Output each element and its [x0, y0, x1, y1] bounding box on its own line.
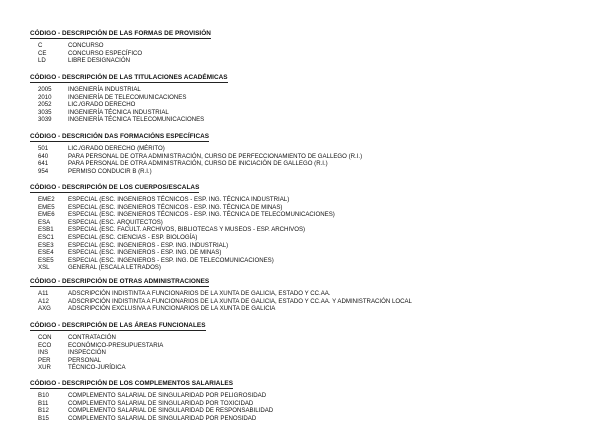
item-code: CON [38, 334, 52, 341]
list-item [30, 168, 610, 176]
item-code: CE [38, 49, 47, 57]
item-description: LIBRE DESIGNACIÓN [68, 57, 130, 65]
item-code: XUR [38, 364, 51, 372]
item-code: 2052 [38, 101, 52, 109]
item-description: CONCURSO [68, 42, 104, 49]
list-item [30, 392, 610, 400]
item-code: INS [38, 349, 49, 357]
item-code: 3035 [38, 108, 52, 116]
item-description: INGENIERÍA TÉCNICA INDUSTRIAL [68, 108, 169, 116]
item-code: 640 [38, 152, 49, 160]
item-description: COMPLEMENTO SALARIAL DE SINGULARIDAD DE RESPONSABILIDAD [68, 407, 274, 415]
list-item [30, 242, 610, 250]
item-description: CONTRATACIÓN [68, 334, 116, 341]
item-code: LD [38, 57, 46, 65]
section-heading: CÓDIGO - DESCRIPCIÓN DE LOS COMPLEMENTOS SALARIALES [30, 380, 234, 387]
item-code: EME5 [38, 203, 55, 211]
list-item [30, 234, 610, 242]
item-description: ECONÓMICO-PRESUPUESTARIA [68, 341, 164, 349]
list-item [30, 116, 610, 124]
list-item [30, 400, 610, 408]
item-description: ESPECIAL (ESC. ARQUITECTOS) [68, 218, 163, 226]
item-description: ESPECIAL (ESC. FACULT. ARCHIVOS, BIBLIOTECAS Y MUSEOS - ESP. ARCHIVOS) [68, 226, 306, 234]
section-formaciones [30, 125, 610, 175]
list-item [30, 290, 610, 298]
item-code: 2010 [38, 93, 52, 101]
list-item [30, 334, 610, 342]
list-item [30, 415, 610, 423]
item-description: PERSONAL [68, 356, 102, 364]
list-item [30, 349, 610, 357]
item-code: 641 [38, 160, 49, 168]
item-description: INSPECCIÓN [68, 349, 106, 357]
item-code: 3039 [38, 116, 52, 124]
code-list [30, 42, 610, 65]
item-code: ECO [38, 341, 52, 349]
item-code: EME6 [38, 211, 55, 219]
item-code: B11 [38, 399, 49, 407]
item-code: C [38, 42, 43, 49]
section-areas-funcionales [30, 314, 610, 372]
list-item [30, 42, 610, 50]
item-code: PER [38, 356, 51, 364]
item-description: INGENIERÍA DE TELECOMUNICACIONES [68, 93, 187, 101]
code-list [30, 392, 610, 422]
code-list [30, 334, 610, 372]
list-item [30, 305, 610, 313]
item-description: COMPLEMENTO SALARIAL DE SINGULARIDAD POR TOXICIDAD [68, 399, 254, 407]
item-code: B10 [38, 392, 49, 399]
item-code: ESC1 [38, 233, 54, 241]
list-item [30, 101, 610, 109]
list-item [30, 50, 610, 58]
list-item [30, 407, 610, 415]
item-code: ESA [38, 218, 51, 226]
item-description: ESPECIAL (ESC. INGENIEROS - ESP. ING. INDUSTRIAL) [68, 241, 229, 249]
item-code: ESB1 [38, 226, 54, 234]
section-otras-administraciones [30, 270, 610, 313]
item-description: ADSCRIPCIÓN INDISTINTA A FUNCIONARIOS DE LA XUNTA DE GALICIA, ESTADO Y CC.AA. Y ADMINISTRACIÓN LOCAL [68, 297, 412, 305]
item-description: COMPLEMENTO SALARIAL DE SINGULARIDAD POR PELIGROSIDAD [68, 392, 267, 399]
list-item [30, 145, 610, 153]
item-description: LIC./GRADO DERECHO (MÉRITO) [68, 145, 165, 152]
list-item [30, 226, 610, 234]
section-formas-provision [30, 22, 610, 65]
item-description: PARA PERSONAL DE OTRA ADMINISTRACIÓN, CURSO DE INICIACIÓN DE GALLEGO (R.I.) [68, 160, 328, 168]
list-item [30, 160, 610, 168]
list-item [30, 298, 610, 306]
item-description: GENERAL (ESCALA LETRADOS) [68, 264, 161, 272]
list-item [30, 109, 610, 117]
code-list [30, 290, 610, 313]
item-code: 501 [38, 145, 49, 152]
item-description: INGENIERÍA TÉCNICA TELECOMUNICACIONES [68, 116, 205, 124]
list-item [30, 204, 610, 212]
item-code: A12 [38, 297, 49, 305]
section-complementos-salariales [30, 372, 610, 422]
list-item [30, 94, 610, 102]
section-titulaciones [30, 66, 610, 124]
item-code: B12 [38, 407, 49, 415]
section-heading: CÓDIGO - DESCRIPCIÓN DE LOS CUERPOS/ESCALAS [30, 184, 200, 191]
section-heading: CÓDIGO - DESCRIPCIÓN DE OTRAS ADMINISTRACIONES [30, 278, 210, 285]
list-item [30, 364, 610, 372]
item-description: COMPLEMENTO SALARIAL DE SINGULARIDAD POR PENOSIDAD [68, 414, 257, 422]
list-item [30, 196, 610, 204]
section-heading: CÓDIGO - DESCRIPCIÓN DE LAS ÁREAS FUNCIONALES [30, 322, 206, 329]
item-description: ESPECIAL (ESC. INGENIEROS TÉCNICOS - ESP. ING. TÉCNICA DE MINAS) [68, 203, 283, 211]
list-item [30, 211, 610, 219]
section-heading: CÓDIGO - DESCRIPCIÓN DE LAS TITULACIONES ACADÉMICAS [30, 74, 228, 81]
list-item [30, 249, 610, 257]
list-item [30, 57, 610, 65]
list-item [30, 357, 610, 365]
item-code: 954 [38, 167, 49, 175]
item-description: CONCURSO ESPECÍFICO [68, 49, 143, 57]
list-item [30, 257, 610, 265]
item-description: TÉCNICO-JURÍDICA [68, 364, 126, 372]
item-code: ESE4 [38, 249, 54, 257]
item-description: ESPECIAL (ESC. INGENIEROS TÉCNICOS - ESP. ING. TÉCNICA INDUSTRIAL) [68, 196, 290, 203]
item-code: ESE5 [38, 256, 54, 264]
item-code: ESE3 [38, 241, 54, 249]
code-list [30, 196, 610, 272]
item-description: ESPECIAL (ESC. INGENIEROS - ESP. ING. DE TELECOMUNICACIONES) [68, 256, 274, 264]
item-code: AXG [38, 305, 51, 313]
item-description: PARA PERSONAL DE OTRA ADMINISTRACIÓN, CURSO DE PERFECCIONAMIENTO DE GALLEGO (R.I.) [68, 152, 363, 160]
code-list [30, 86, 610, 124]
list-item [30, 219, 610, 227]
item-description: ADSCRIPCIÓN EXCLUSIVA A FUNCIONARIOS DE LA XUNTA DE GALICIA [68, 305, 276, 313]
item-description: INGENIERÍA INDUSTRIAL [68, 86, 141, 93]
section-heading: CÓDIGO - DESCRIPCIÓN DE LAS FORMAS DE PROVISIÓN [30, 30, 211, 37]
item-description: ESPECIAL (ESC. INGENIEROS TÉCNICOS - ESP. ING. TÉCNICA DE TELECOMUNICACIONES) [68, 211, 335, 219]
item-code: 2005 [38, 86, 52, 93]
item-code: A11 [38, 290, 49, 297]
item-code: EME2 [38, 196, 55, 203]
item-description: ADSCRIPCIÓN INDISTINTA A FUNCIONARIOS DE LA XUNTA DE GALICIA, ESTADO Y CC.AA. [68, 290, 331, 297]
list-item [30, 153, 610, 161]
item-description: ESPECIAL (ESC. CIENCIAS - ESP. BIOLOGÍA) [68, 233, 198, 241]
item-code: B15 [38, 414, 49, 422]
list-item [30, 86, 610, 94]
item-code: XSL [38, 264, 50, 272]
item-description: ESPECIAL (ESC. INGENIEROS - ESP. ING. DE MINAS) [68, 249, 222, 257]
code-list [30, 145, 610, 175]
item-description: PERMISO CONDUCIR B (R.I.) [68, 167, 152, 175]
item-description: LIC./GRADO DERECHO [68, 101, 136, 109]
section-cuerpos-escalas [30, 176, 610, 272]
list-item [30, 342, 610, 350]
section-heading: CÓDIGO - DESCRICIÓN DAS FORMACIÓNS ESPECÍFICAS [30, 133, 210, 140]
